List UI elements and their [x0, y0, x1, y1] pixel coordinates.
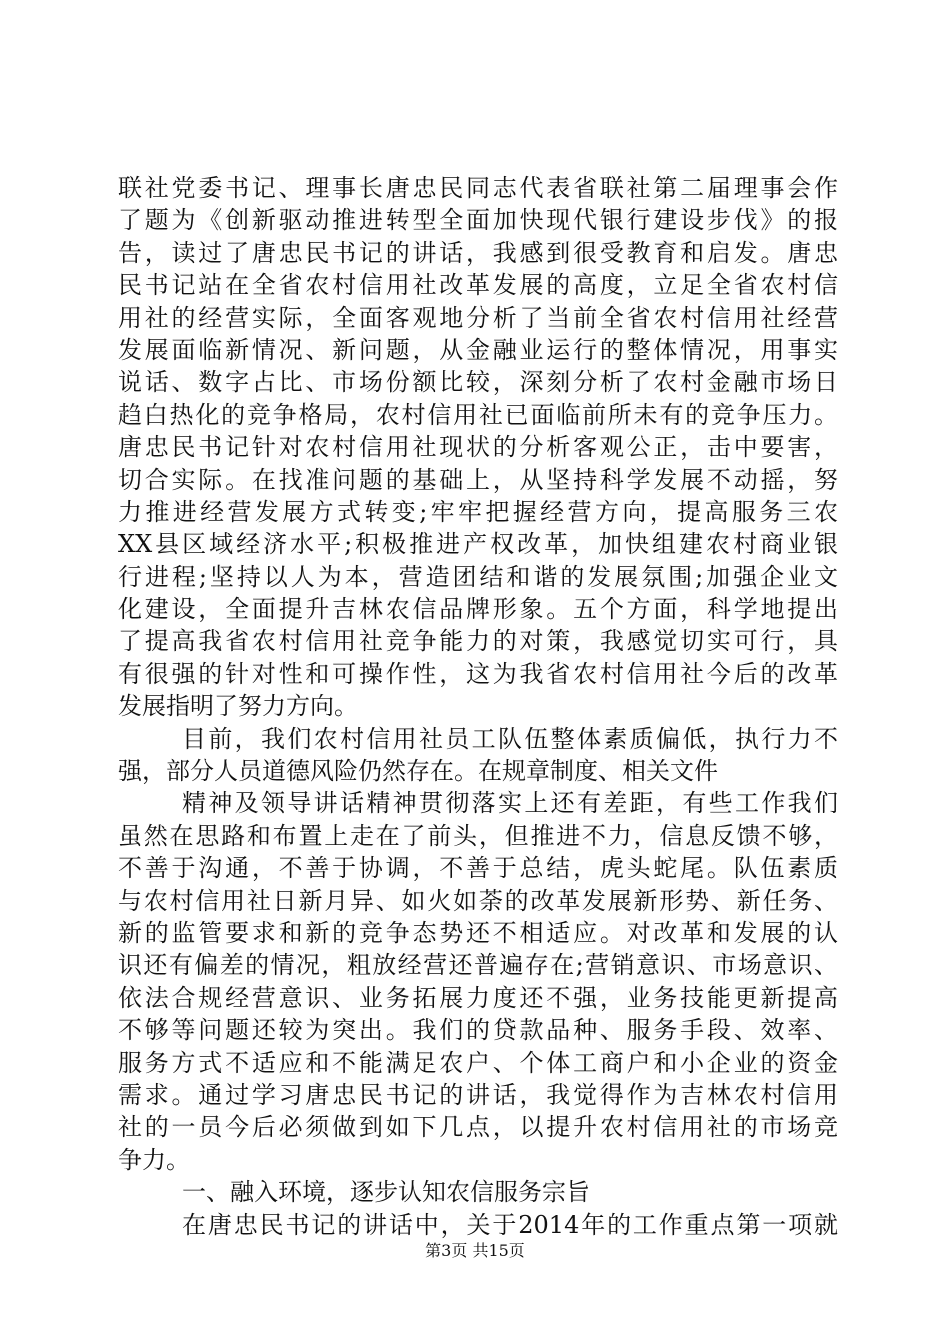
text-line: 发展面临新情况、新问题，从金融业运行的整体情况，用事实 — [118, 335, 838, 364]
text-line: 联社党委书记、理事长唐忠民同志代表省联社第二届理事会作 — [118, 174, 838, 202]
text-line: 社的一员今后必须做到如下几点，以提升农村信用社的市场竞 — [118, 1113, 838, 1142]
text-line: 有很强的针对性和可操作性，这为我省农村信用社今后的改革 — [118, 659, 838, 688]
text-line: 唐忠民书记针对农村信用社现状的分析客观公正，击中要害， — [118, 433, 838, 462]
page-footer — [0, 1241, 950, 1261]
text-line: 新的监管要求和新的竞争态势还不相适应。对改革和发展的认 — [118, 918, 838, 947]
text-line: 趋白热化的竞争格局，农村信用社已面临前所未有的竞争压力。 — [118, 400, 838, 429]
text-line: 行进程;坚持以人为本，营造团结和谐的发展氛围;加强企业文 — [118, 562, 838, 591]
text-line: 了提高我省农村信用社竞争能力的对策，我感觉切实可行，具 — [118, 627, 838, 656]
text-line: 虽然在思路和布置上走在了前头，但推进不力，信息反馈不够， — [118, 821, 838, 850]
text-line: 化建设，全面提升吉林农信品牌形象。五个方面，科学地提出 — [118, 595, 838, 624]
page-number: 第3页 共15页 — [425, 1241, 525, 1260]
document-body — [118, 172, 838, 1241]
paragraph-start-line: 目前，我们农村信用社员工队伍整体素质偏低，执行力不 — [182, 724, 838, 753]
section-heading: 一、融入环境，逐步认知农信服务宗旨 — [182, 1178, 590, 1207]
text-line: 不够等问题还较为突出。我们的贷款品种、服务手段、效率、 — [118, 1016, 838, 1045]
text-line: 民书记站在全省农村信用社改革发展的高度，立足全省农村信 — [118, 271, 838, 300]
text-line: 争力。 — [118, 1145, 190, 1174]
text-line: 与农村信用社日新月异、如火如荼的改革发展新形势、新任务、 — [118, 886, 838, 915]
text-line: 服务方式不适应和不能满足农户、个体工商户和小企业的资金 — [118, 1048, 838, 1077]
text-line: 强，部分人员道德风险仍然存在。在规章制度、相关文件 — [118, 757, 718, 786]
text-line: 需求。通过学习唐忠民书记的讲话，我觉得作为吉林农村信用 — [118, 1080, 838, 1109]
text-line: 识还有偏差的情况，粗放经营还普遍存在;营销意识、市场意识、 — [118, 951, 838, 980]
paragraph-start-line: 在唐忠民书记的讲话中，关于2014年的工作重点第一项就 — [182, 1210, 838, 1239]
text-line: 了题为《创新驱动推进转型全面加快现代银行建设步伐》的报 — [118, 206, 838, 235]
paragraph-start-line: 精神及领导讲话精神贯彻落实上还有差距，有些工作我们 — [182, 789, 838, 818]
text-line: XX县区域经济水平;积极推进产权改革，加快组建农村商业银 — [118, 530, 838, 559]
text-line: 依法合规经营意识、业务拓展力度还不强，业务技能更新提高 — [118, 983, 838, 1012]
text-line: 告，读过了唐忠民书记的讲话，我感到很受教育和启发。唐忠 — [118, 238, 838, 267]
text-line: 用社的经营实际，全面客观地分析了当前全省农村信用社经营 — [118, 303, 838, 332]
text-line: 切合实际。在找准问题的基础上，从坚持科学发展不动摇，努 — [118, 465, 838, 494]
text-line: 说话、数字占比、市场份额比较，深刻分析了农村金融市场日 — [118, 368, 838, 397]
text-line: 发展指明了努力方向。 — [118, 692, 358, 721]
text-line: 不善于沟通，不善于协调，不善于总结，虎头蛇尾。队伍素质 — [118, 854, 838, 883]
text-line: 力推进经营发展方式转变;牢牢把握经营方向，提高服务三农 — [118, 497, 838, 526]
